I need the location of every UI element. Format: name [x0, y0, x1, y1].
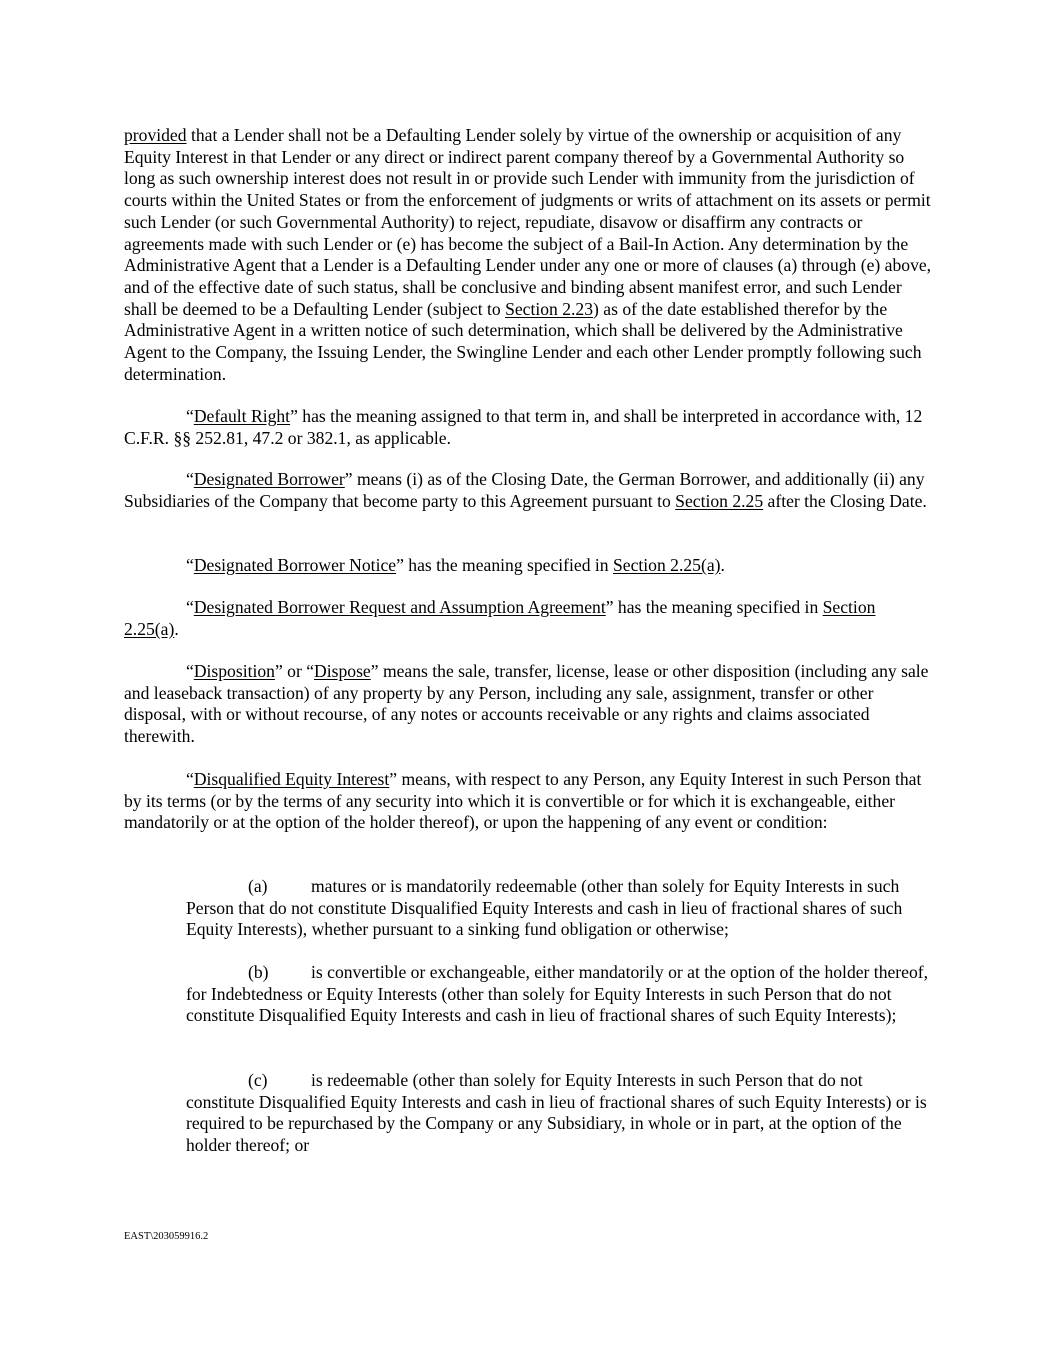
clause-a: (a) matures or is mandatorily redeemable (other than solely for Equity Interests in such Person that do not constitute Disqualified Equity Interests and cash in lieu of fractional shares of such Equity Interests), whether pursuant to a sinking fund obligation or otherwise; — [186, 876, 903, 940]
definition-designated-borrower-notice: “Designated Borrower Notice” has the meaning specified in Section 2.25(a). — [186, 555, 725, 575]
definition-disposition: “Disposition” or “Dispose” means the sale, transfer, license, lease or other disposition (including any sale and leaseback transaction) of any property by any Person, including any sale, assignment, transfer or other disposal, with or without recourse, of any notes or accounts receivable or any rights and claims associated therewith. — [124, 661, 929, 747]
clause-c: (c) is redeemable (other than solely for Equity Interests in such Person that do not constitute Disqualified Equity Interests and cash in lieu of fractional shares of such Equity Interests) or is required to be repurchased by the Company or any Subsidiary, in whole or in part, at the option of the holder thereof; or — [186, 1070, 927, 1156]
term-designated-borrower: Designated Borrower — [193, 469, 345, 489]
clause-label: (a) — [248, 876, 268, 896]
clause-label: (b) — [248, 962, 269, 982]
clause-label: (c) — [248, 1070, 268, 1090]
footer-document-id: EAST\203059916.2 — [124, 1231, 209, 1242]
term-provided: provided — [124, 125, 187, 145]
term-designated-borrower-notice: Designated Borrower Notice — [193, 555, 397, 575]
definition-disqualified-equity-interest: “Disqualified Equity Interest” means, with respect to any Person, any Equity Interest in such Person that by its terms (or by the terms of any security into which it is convertible or for which it is exchangeable, either mandatorily or at the option of the holder thereof), or upon the happening of any event or condition: — [124, 769, 922, 833]
ref-section-2-23: Section 2.23 — [505, 298, 594, 319]
ref-section-2-25-a: Section 2.25(a) — [613, 555, 721, 575]
ref-section-2-25-a: Section 2.25(a) — [124, 597, 876, 639]
term-disqualified-equity-interest: Disqualified Equity Interest — [193, 769, 390, 789]
definition-designated-borrower-request: “Designated Borrower Request and Assumption Agreement” has the meaning specified in Section 2.25(a). — [124, 597, 876, 639]
definition-designated-borrower: “Designated Borrower” means (i) as of the Closing Date, the German Borrower, and additionally (ii) any Subsidiaries of the Company that become party to this Agreement pursuant to Section 2.25 after the Closing Date. — [124, 469, 927, 511]
term-designated-borrower-request: Designated Borrower Request and Assumption Agreement — [193, 597, 606, 617]
term-default-right: Default Right — [193, 406, 291, 426]
clause-b: (b) is convertible or exchangeable, either mandatorily or at the option of the holder thereof, for Indebtedness or Equity Interests (other than solely for Equity Interests in such Person that do not constitute Disqualified Equity Interests and cash in lieu of fractional shares of such Equity Interests); — [186, 962, 929, 1026]
definition-default-right: “Default Right” has the meaning assigned to that term in, and shall be interpreted in accordance with, 12 C.F.R. §§ 252.81, 47.2 or 382.1, as applicable. — [124, 406, 923, 448]
term-disposition: Disposition — [193, 661, 275, 681]
ref-section-2-25: Section 2.25 — [675, 490, 764, 511]
term-dispose: Dispose — [314, 661, 371, 681]
paragraph-defaulting-lender-proviso: provided that a Lender shall not be a Defaulting Lender solely by virtue of the ownership or acquisition of any Equity Interest in that Lender or any direct or indirect parent company thereof by a Governmental Authority so long as such ownership interest does not result in or provide such Lender with immunity from the jurisdiction of courts within the United States or from the enforcement of judgments or writs of attachment on its assets or permit such Lender (or such Governmental Authority) to reject, repudiate, disavow or disaffirm any contracts or agreements made with such Lender or (e) has become the subject of a Bail-In Action. Any determination by the Administrative Agent that a Lender is a Defaulting Lender under any one or more of clauses (a) through (e) above, and of the effective date of such status, shall be conclusive and binding absent manifest error, and such Lender shall be deemed to be a Defaulting Lender (subject to Section 2.23) as of the date established therefor by the Administrative Agent in a written notice of such determination, which shall be delivered by the Administrative Agent to the Company, the Issuing Lender, the Swingline Lender and each other Lender promptly following such determination. — [124, 125, 932, 384]
